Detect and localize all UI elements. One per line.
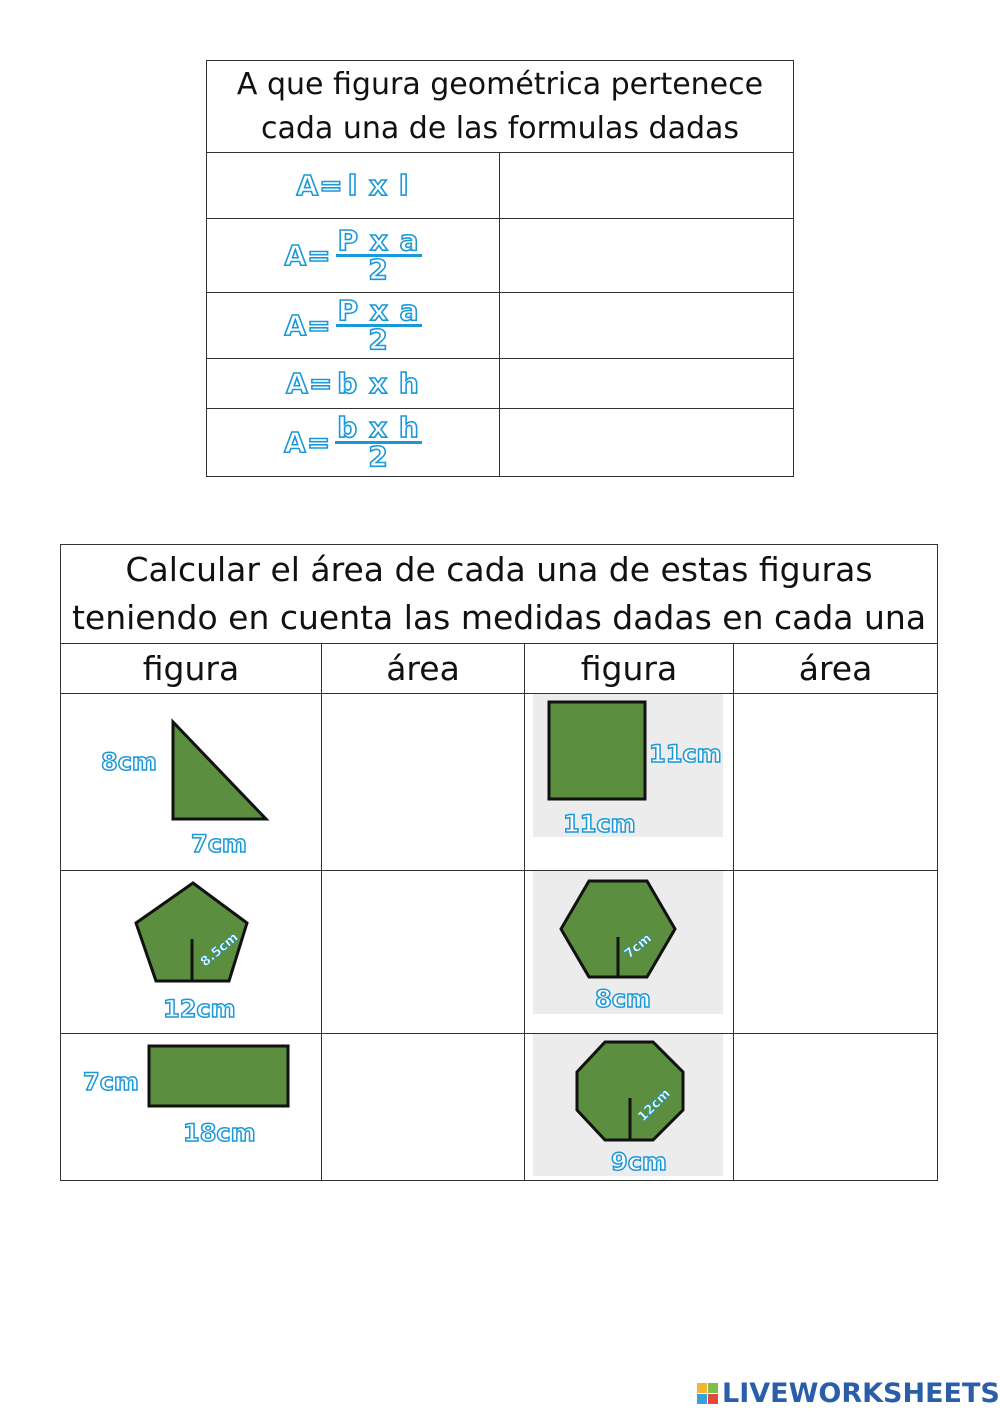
col-header-figura-1: figura	[61, 644, 322, 694]
area-input-square[interactable]	[734, 770, 937, 794]
area-input-octagon[interactable]	[734, 1095, 937, 1119]
answer-cell-3[interactable]	[500, 293, 794, 359]
formula-4	[286, 367, 420, 400]
formula-prefix: A=	[286, 367, 334, 400]
formula-numerator: b x h	[337, 411, 420, 444]
area-cell-octagon[interactable]	[734, 1034, 938, 1181]
formula-prefix: A=	[284, 426, 332, 459]
formula-3	[284, 294, 421, 356]
area-table-title	[61, 545, 938, 644]
formula-cell-2	[207, 219, 500, 293]
area-input-rectangle[interactable]	[322, 1095, 524, 1119]
formula-prefix: A=	[284, 309, 332, 342]
formula-fraction	[335, 411, 422, 473]
figure-cell-octagon	[525, 1034, 734, 1181]
formula-denominator: 2	[368, 253, 389, 286]
liveworksheets-logo[interactable]	[697, 1378, 1000, 1409]
formula-fraction	[336, 294, 422, 356]
figure-cell-pentagon	[61, 871, 322, 1034]
formula-2	[284, 224, 421, 286]
answer-cell-1[interactable]	[500, 153, 794, 219]
rectangle-height-label: 7cm	[83, 1068, 139, 1096]
answer-cell-4[interactable]	[500, 359, 794, 409]
figure-cell-rectangle	[61, 1034, 322, 1181]
col-header-area-2: área	[734, 644, 938, 694]
answer-input-3[interactable]	[500, 314, 793, 338]
answer-input-5[interactable]	[500, 431, 793, 455]
area-input-triangle[interactable]	[322, 770, 524, 794]
liveworksheets-brand: LIVEWORKSHEETS	[722, 1378, 1000, 1409]
formula-1	[297, 169, 410, 202]
col-header-figura-2: figura	[525, 644, 734, 694]
square-figure	[525, 694, 733, 866]
formula-table-title	[207, 61, 794, 153]
formula-denominator: 2	[368, 323, 389, 356]
hexagon-figure	[525, 871, 733, 1029]
octagon-side-label: 9cm	[611, 1148, 667, 1176]
formula-table	[206, 60, 794, 477]
square-side-bottom-label: 11cm	[563, 810, 636, 838]
title-line-2: teniendo en cuenta las medidas dadas en cada una	[71, 598, 927, 637]
formula-cell-3	[207, 293, 500, 359]
triangle-height-label: 8cm	[101, 748, 157, 776]
liveworksheets-logo-icon	[697, 1383, 718, 1404]
answer-input-2[interactable]	[500, 244, 793, 268]
answer-input-1[interactable]	[500, 174, 793, 198]
formula-prefix: A=	[284, 239, 332, 272]
formula-prefix: A=	[296, 169, 344, 202]
formula-cell-5	[207, 409, 500, 477]
title-line-2: cada una de las formulas dadas	[260, 110, 740, 146]
area-cell-triangle[interactable]	[322, 694, 525, 871]
figure-cell-square	[525, 694, 734, 871]
hexagon-side-label: 8cm	[595, 985, 651, 1013]
triangle-figure	[61, 694, 321, 866]
formula-denominator: 2	[368, 440, 389, 473]
formula-numerator: P x a	[337, 224, 420, 257]
hexagon-apothem-label: 7cm	[621, 931, 655, 963]
octagon-figure	[525, 1034, 733, 1176]
area-cell-pentagon[interactable]	[322, 871, 525, 1034]
figure-cell-hexagon	[525, 871, 734, 1034]
area-input-pentagon[interactable]	[322, 940, 524, 964]
formula-body: l x l	[347, 169, 410, 202]
pentagon-apothem-label: 8.5cm	[197, 930, 242, 971]
area-cell-hexagon[interactable]	[734, 871, 938, 1034]
title-line-1: Calcular el área de cada una de estas figuras	[125, 550, 873, 589]
octagon-apothem-label: 12cm	[635, 1086, 674, 1125]
area-table	[60, 544, 938, 1181]
formula-cell-4	[207, 359, 500, 409]
answer-input-4[interactable]	[500, 372, 793, 396]
rectangle-shape	[149, 1046, 288, 1106]
triangle-shape	[173, 722, 266, 819]
pentagon-figure	[61, 871, 321, 1029]
answer-cell-5[interactable]	[500, 409, 794, 477]
formula-numerator: P x a	[337, 294, 420, 327]
area-cell-square[interactable]	[734, 694, 938, 871]
title-line-1: A que figura geométrica pertenece	[236, 66, 764, 102]
formula-5	[284, 411, 422, 473]
square-shape	[549, 702, 645, 799]
area-cell-rectangle[interactable]	[322, 1034, 525, 1181]
rectangle-figure	[61, 1034, 321, 1176]
triangle-base-label: 7cm	[191, 830, 247, 858]
square-side-right-label: 11cm	[649, 740, 722, 768]
figure-cell-triangle	[61, 694, 322, 871]
pentagon-side-label: 12cm	[163, 995, 236, 1023]
formula-fraction	[336, 224, 422, 286]
rectangle-base-label: 18cm	[183, 1119, 256, 1147]
area-input-hexagon[interactable]	[734, 940, 937, 964]
formula-cell-1	[207, 153, 500, 219]
formula-body: b x h	[337, 367, 420, 400]
answer-cell-2[interactable]	[500, 219, 794, 293]
col-header-area-1: área	[322, 644, 525, 694]
